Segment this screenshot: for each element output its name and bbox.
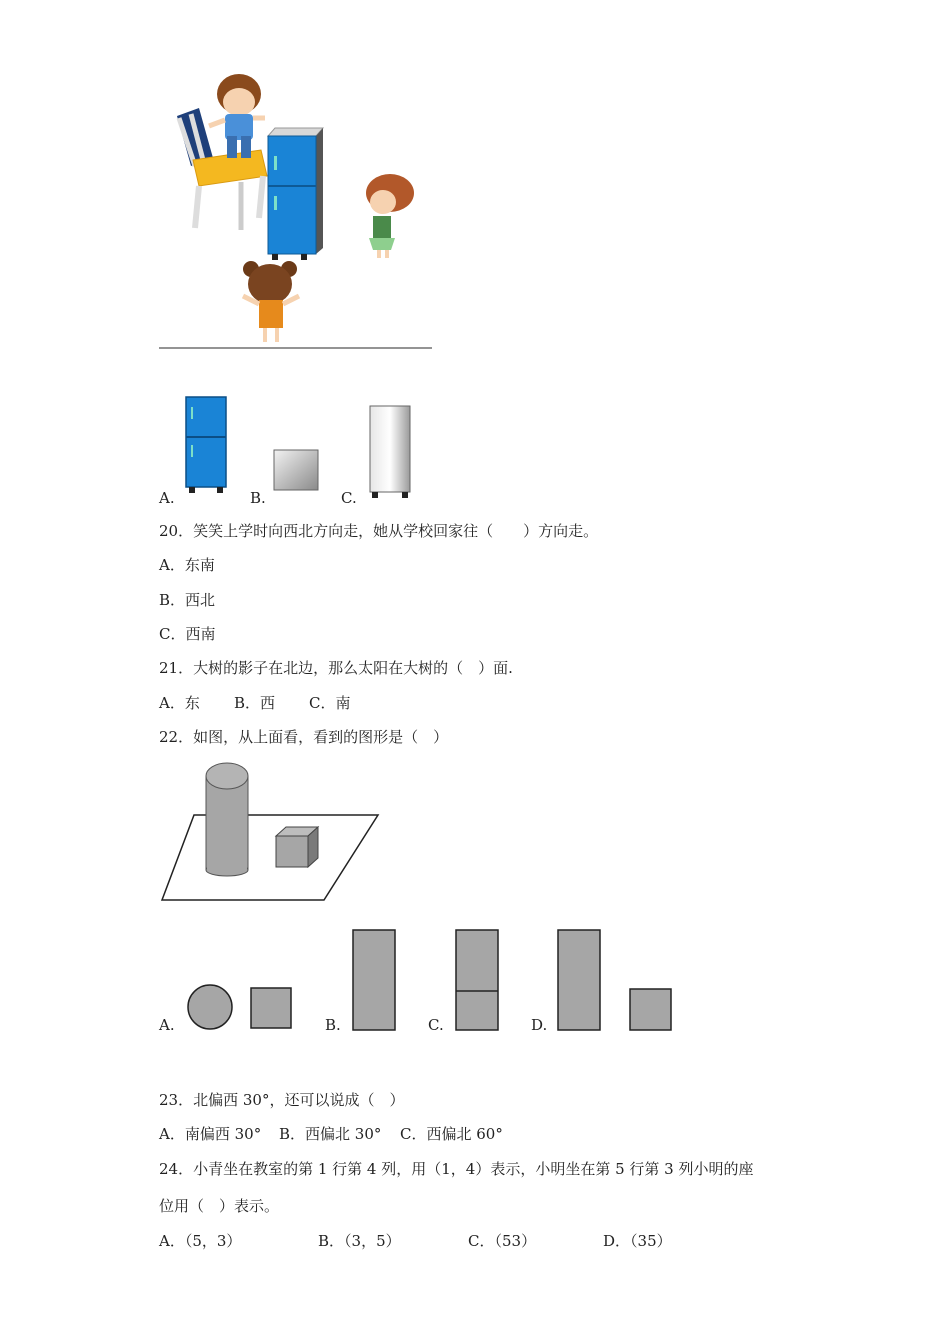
q22-option-d-label[interactable]: D. — [531, 1016, 548, 1034]
q22-solids-figure — [158, 758, 388, 908]
q19-option-b-label[interactable]: B. — [250, 489, 266, 507]
tall-rectangle-shape — [353, 930, 395, 1030]
square-shape — [630, 989, 671, 1030]
q24-option-a[interactable]: A．（5，3） — [159, 1232, 242, 1250]
q23-option-c[interactable]: C．西偏北 60° — [400, 1125, 503, 1143]
girl-front-figure — [243, 261, 299, 342]
q19-option-b-fridge-top[interactable] — [272, 448, 322, 494]
q24-option-d[interactable]: D．（35） — [603, 1232, 672, 1250]
q23-stem: 23．北偏西 30°，还可以说成（ ） — [159, 1091, 405, 1109]
cylinder-solid — [206, 763, 248, 876]
chair-figure — [177, 108, 267, 230]
q23-option-a[interactable]: A．南偏西 30° — [159, 1125, 262, 1143]
boy-figure — [209, 74, 265, 158]
q22-stem: 22．如图，从上面看，看到的图形是（ ） — [159, 728, 449, 746]
q20-option-c[interactable]: C．西南 — [159, 625, 216, 643]
q21-option-a[interactable]: A．东 — [159, 694, 200, 712]
q21-option-b[interactable]: B．西 — [234, 694, 276, 712]
fridge-figure — [268, 128, 323, 260]
q22-option-d-figure[interactable] — [556, 928, 676, 1032]
q19-option-c-fridge-side[interactable] — [368, 404, 414, 500]
q24-stem-line1: 24．小青坐在教室的第 1 行第 4 列，用（1，4）表示，小明坐在第 5 行第 3 列小明的座 — [159, 1160, 754, 1178]
base-plate — [162, 815, 378, 900]
q21-stem: 21．大树的影子在北边，那么太阳在大树的（ ）面. — [159, 659, 513, 677]
q19-option-c-label[interactable]: C. — [341, 489, 357, 507]
girl-right-figure — [366, 174, 414, 258]
q19-scene-illustration — [155, 68, 455, 358]
q20-stem: 20．笑笑上学时向西北方向走，她从学校回家往（ ）方向走。 — [159, 522, 599, 540]
q22-option-c-figure[interactable] — [454, 928, 500, 1032]
q21-option-c[interactable]: C．南 — [309, 694, 351, 712]
q24-option-b[interactable]: B．（3，5） — [318, 1232, 401, 1250]
circle-shape — [188, 985, 232, 1029]
tall-rectangle-shape — [558, 930, 600, 1030]
q24-stem-line2: 位用（ ）表示。 — [159, 1197, 280, 1215]
q22-option-a-label[interactable]: A. — [159, 1016, 175, 1034]
q22-option-b-figure[interactable] — [351, 928, 397, 1032]
q20-option-a[interactable]: A．东南 — [159, 556, 215, 574]
q19-option-a-fridge-front[interactable] — [184, 395, 228, 495]
q22-option-a-figure[interactable] — [184, 984, 304, 1032]
q22-option-c-label[interactable]: C. — [428, 1016, 444, 1034]
q23-option-b[interactable]: B．西偏北 30° — [279, 1125, 382, 1143]
q20-option-b[interactable]: B．西北 — [159, 591, 216, 609]
cube-solid — [276, 827, 318, 867]
q19-option-a-label[interactable]: A. — [159, 489, 175, 507]
q22-option-b-label[interactable]: B. — [325, 1016, 341, 1034]
q24-option-c[interactable]: C．（53） — [468, 1232, 537, 1250]
square-shape — [251, 988, 291, 1028]
